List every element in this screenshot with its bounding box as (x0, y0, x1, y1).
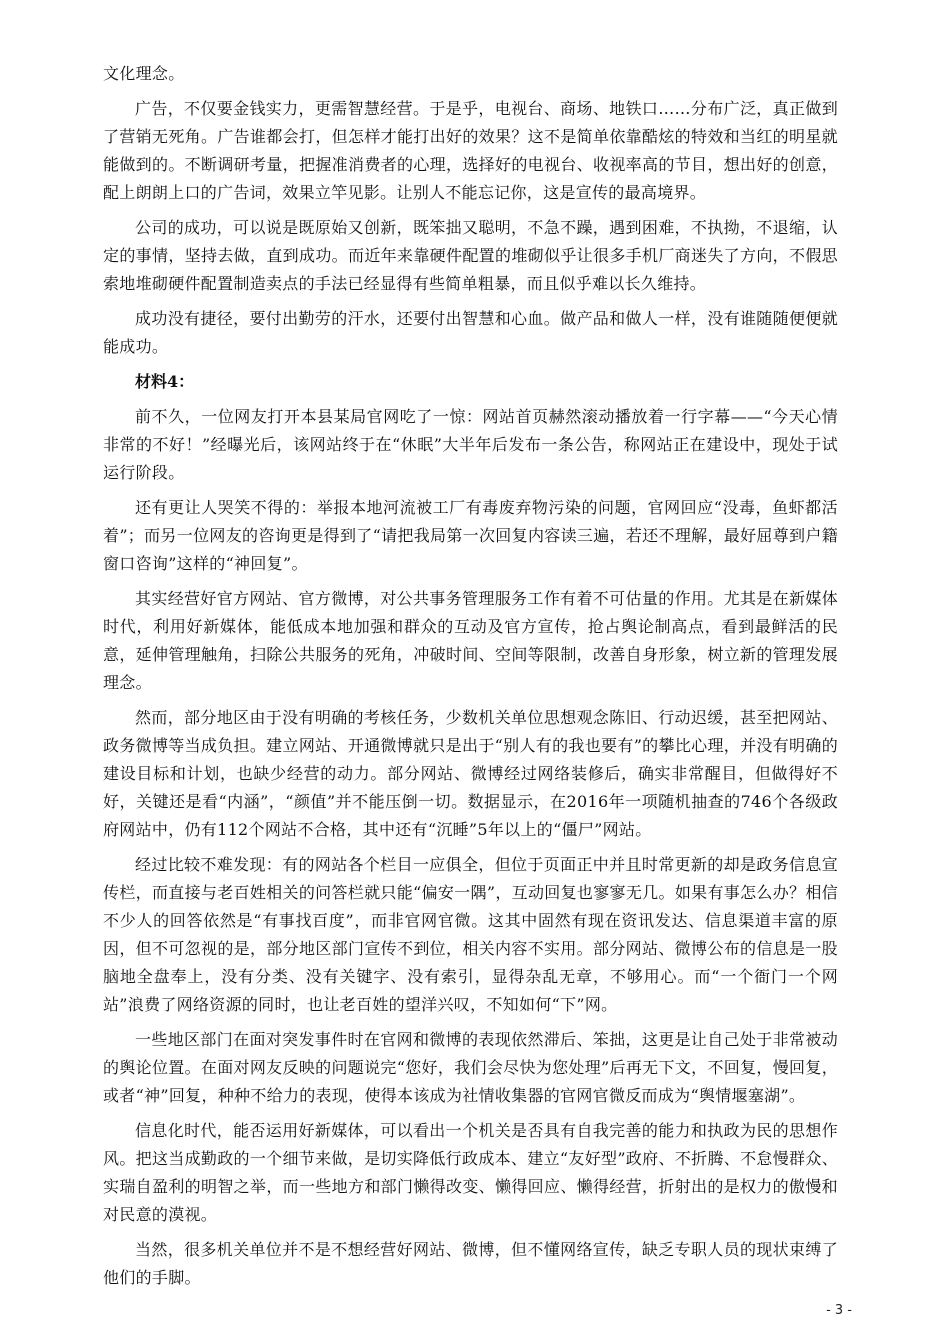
document-body (103, 60, 838, 1299)
paragraph-divine-reply: 还有更让人哭笑不得的：举报本地河流被工厂有毒废弃物污染的问题，官网回应“没毒，鱼虾都活着”；而另一位网友的咨询更是得到了“请把我局第一次回复内容读三遍，若还不理解，最好屈尊到户籍窗口咨询”这样的“神回复”。 (103, 498, 838, 573)
paragraph-emergency-response: 一些地区部门在面对突发事件时在官网和微博的表现依然滞后、笨拙，这更是让自己处于非常被动的舆论位置。在面对网友反映的问题说完“您好，我们会尽快为您处理”后再无下文，不回复，慢回复，或者“神”回复，种种不给力的表现，使得本该成为社情收集器的官网官微反而成为“舆情堰塞湖”。 (103, 1030, 838, 1105)
paragraph-advertising: 广告，不仅要金钱实力，更需智慧经营。于是乎，电视台、商场、地铁口……分布广泛，真正做到了营销无死角。广告谁都会打，但怎样才能打出好的效果？这不是简单依靠酷炫的特效和当红的明星就能做到的。不断调研考量，把握准消费者的心理，选择好的电视台、收视率高的节目，想出好的创意，配上朗朗上口的广告词，效果立竿见影。让别人不能忘记你，这是宣传的最高境界。 (103, 99, 838, 202)
paragraph-company-success: 公司的成功，可以说是既原始又创新，既笨拙又聪明，不急不躁，遇到困难，不执拗，不退缩，认定的事情，坚持去做，直到成功。而近年来靠硬件配置的堆砌似乎让很多手机厂商迷失了方向，不假思索地堆砌硬件配置制造卖点的手法已经显得有些简单粗暴，而且似乎难以长久维持。 (103, 218, 838, 293)
section-heading-material-4: 材料4： (135, 372, 195, 391)
paragraph-burden: 然而，部分地区由于没有明确的考核任务，少数机关单位思想观念陈旧、行动迟缓，甚至把网站、政务微博等当成负担。建立网站、开通微博就只是出于“别人有的我也要有”的攀比心理，并没有明确的建设目标和计划，也缺少经营的动力。部分网站、微博经过网络装修后，确实非常醒目，但做得好不好，关键还是看“内涵”，“颜值”并不能压倒一切。数据显示，在2016年一项随机抽查的746个各级政府网站中，仍有112个网站不合格，其中还有“沉睡”5年以上的“僵尸”网站。 (103, 708, 838, 839)
paragraph-continuation: 文化理念。 (103, 64, 185, 83)
paragraph-no-shortcut: 成功没有捷径，要付出勤劳的汗水，还要付出智慧和心血。做产品和做人一样，没有谁随随便便就能成功。 (103, 309, 838, 356)
page-number: - 3 - (826, 1303, 852, 1318)
paragraph-comparison: 经过比较不难发现：有的网站各个栏目一应俱全，但位于页面正中并且时常更新的却是政务信息宣传栏，而直接与老百姓相关的问答栏就只能“偏安一隅”，互动回复也寥寥无几。如果有事怎么办？相信不少人的回答依然是“有事找百度”，而非官网官微。这其中固然有现在资讯发达、信息渠道丰富的原因，但不可忽视的是，部分地区部门宣传不到位，相关内容不实用。部分网站、微博公布的信息是一股脑地全盘奉上，没有分类、没有关键字、没有索引，显得杂乱无章，不够用心。而“一个衙门一个网站”浪费了网络资源的同时，也让老百姓的望洋兴叹，不知如何“下”网。 (103, 855, 838, 1014)
paragraph-netizen-shock: 前不久，一位网友打开本县某局官网吃了一惊：网站首页赫然滚动播放着一行字幕——“今天心情非常的不好！”经曝光后，该网站终于在“休眠”大半年后发布一条公告，称网站正在建设中，现处于试运行阶段。 (103, 407, 838, 482)
paragraph-new-media-role: 其实经营好官方网站、官方微博，对公共事务管理服务工作有着不可估量的作用。尤其是在新媒体时代，利用好新媒体，能低成本地加强和群众的互动及官方宣传，抢占舆论制高点，看到最鲜活的民意，延伸管理触角，扫除公共服务的死角，冲破时间、空间等限制，改善自身形象，树立新的管理发展理念。 (103, 589, 838, 692)
paragraph-staffing: 当然，很多机关单位并不是不想经营好网站、微博，但不懂网络宣传，缺乏专职人员的现状束缚了他们的手脚。 (103, 1240, 838, 1287)
paragraph-information-age: 信息化时代，能否运用好新媒体，可以看出一个机关是否具有自我完善的能力和执政为民的思想作风。把这当成勤政的一个细节来做，是切实降低行政成本、建立“友好型”政府、不折腾、不怠慢群众、实瑞自盈利的明智之举，而一些地方和部门懒得改变、懒得回应、懒得经营，折射出的是权力的傲慢和对民意的漠视。 (103, 1121, 838, 1224)
